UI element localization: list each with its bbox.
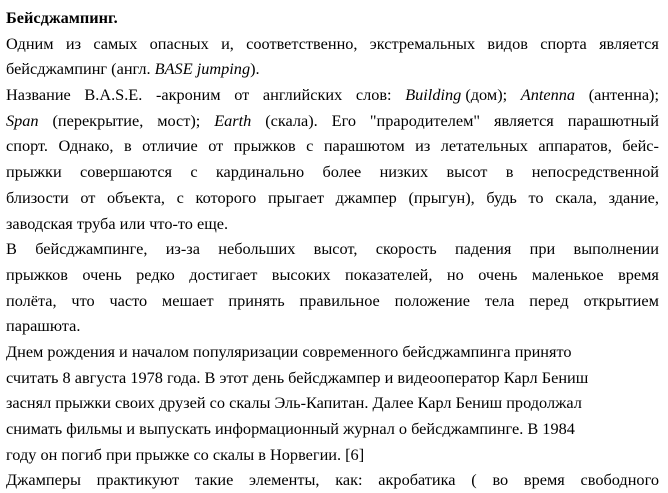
paragraph-4-line-5: году он погиб при прыжке со скалы в Норвегии. [6] [6, 444, 365, 464]
document-body [6, 31, 659, 493]
paragraph-3-line-1: В бейсджампинге, из-за небольших высот, скорость падения при выполнении [6, 239, 659, 259]
paragraph-1-line-1: Одним из самых опасных и, соответственно, экстремальных видов спорта является [6, 33, 659, 53]
paragraph-1-line-2: бейсджампинг (англ. BASE jumping). [6, 59, 260, 79]
paragraph-3-line-3: полёта, что часто мешает принять правильное положение тела перед открытием [6, 290, 659, 310]
document-page [6, 5, 659, 493]
paragraph-4-line-2: считать 8 августа 1978 года. В этот день бейсджампер и видеооператор Карл Бениш [6, 367, 589, 387]
paragraph-3-line-4: парашюта. [6, 316, 81, 336]
paragraph-2-line-5: близости от объекта, с которого прыгает джампер (прыгун), будь то скала, здание, [6, 187, 659, 207]
document-title: Бейсджампинг. [6, 8, 118, 27]
paragraph-2-line-2: Span (перекрытие, мост); Earth (скала). Его "прародителем" является парашютный [6, 110, 659, 130]
paragraph-4-line-3: заснял прыжки своих друзей со скалы Эль-Капитан. Далее Карл Бениш продолжал [6, 393, 582, 413]
paragraph-2-line-4: прыжки совершаются с кардинально более низких высот в непосредственной [6, 162, 659, 182]
paragraph-5-line-1: Джамперы практикуют такие элементы, как: акробатика ( во время свободного [6, 470, 659, 490]
paragraph-4-line-1: Днем рождения и началом популяризации современного бейсджампинга принято [6, 341, 572, 361]
paragraph-2-line-3: спорт. Однако, в отличие от прыжков с парашютом из летательных аппаратов, бейс- [6, 136, 659, 156]
paragraph-3-line-2: прыжков очень редко достигает высоких показателей, но очень маленькое время [6, 264, 659, 284]
paragraph-2-line-1: Название B.A.S.E. -акроним от английских слов: Building (дом); Antenna (антенна); [6, 85, 659, 105]
paragraph-2-line-6: заводская труба или что-то еще. [6, 213, 229, 233]
paragraph-4-line-4: снимать фильмы и выпускать информационный журнал о бейсджампинге. В 1984 [6, 419, 575, 438]
